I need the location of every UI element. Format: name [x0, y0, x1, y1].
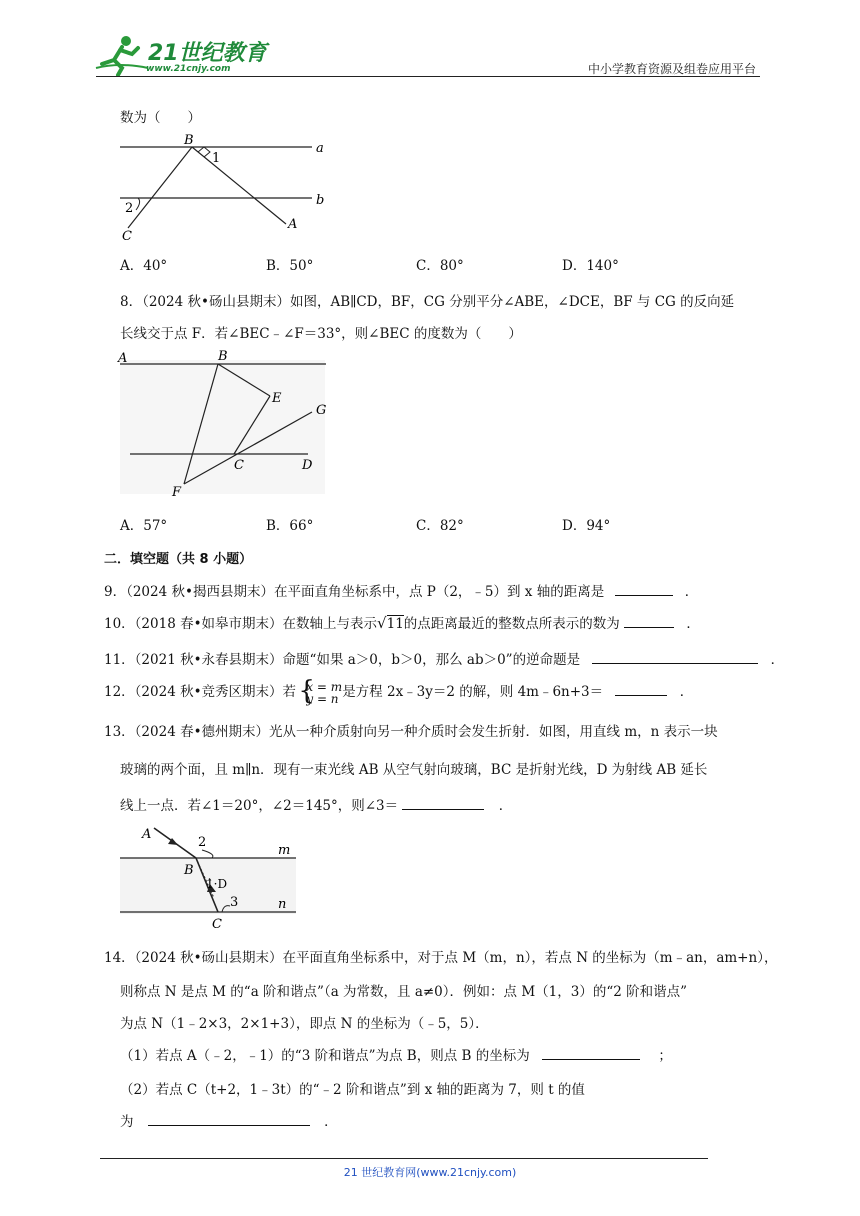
q8-line1: 8．（2024 秋•砀山县期末）如图，AB∥CD，BF，CG 分别平分∠ABE，∠DCE，BF 与 CG 的反向延	[120, 294, 735, 310]
q8-label-A: A	[118, 351, 128, 366]
q7-tail-text: 数为（ ）	[120, 110, 201, 126]
q9-text: 9．（2024 秋•揭西县期末）在平面直角坐标系中，点 P（2，﹣5）到 x 轴的距离是	[104, 584, 605, 600]
q13-answer-blank[interactable]	[402, 795, 484, 810]
q8-label-E: E	[272, 391, 282, 406]
q9-end: ．	[684, 584, 699, 600]
q8-label-B: B	[218, 349, 228, 364]
footer-site-text[interactable]: 21 世纪教育网(www.21cnjy.com)	[343, 1166, 517, 1179]
q13-label-A: A	[142, 827, 152, 842]
q7-label-1: 1	[212, 151, 221, 166]
q7-label-2: 2	[125, 201, 134, 216]
q8-figure	[112, 344, 342, 504]
q7-label-a: a	[316, 141, 324, 156]
q7-figure	[112, 128, 342, 243]
q10-pre: 10．（2018 春•如皋市期末）在数轴上与表示	[104, 616, 378, 632]
q10: 10．（2018 春•如皋市期末）在数轴上与表示√11的点距离最近的整数点所表示的数为 ．	[104, 614, 700, 632]
q10-post: 的点距离最近的整数点所表示的数为	[403, 616, 620, 632]
q13-figure	[112, 816, 302, 934]
q8-label-D: D	[302, 458, 313, 473]
q11-end: ．	[770, 652, 785, 668]
q8-option-a: A．57°	[120, 518, 168, 534]
q8-line2: 长线交于点 F．若∠BEC﹣∠F＝33°，则∠BEC 的度数为（ ）	[120, 326, 522, 342]
q12-answer-blank[interactable]	[615, 681, 667, 696]
footer-divider	[100, 1158, 708, 1159]
q7-option-b: B．50°	[266, 258, 314, 274]
q14-line1: 14．（2024 秋•砀山县期末）在平面直角坐标系中，对于点 M（m，n），若点 N 的坐标为（m﹣an，am+n），	[104, 950, 778, 966]
q7-option-a: A．40°	[120, 258, 168, 274]
q13-label-n: n	[278, 897, 287, 912]
q14-line2: 则称点 N 是点 M 的“a 阶和谐点”（a 为常数，且 a≠0）．例如：点 M（1，3）的“2 阶和谐点”	[120, 984, 687, 1000]
q14-sub2-answer-blank[interactable]	[148, 1111, 310, 1126]
q8-label-C: C	[234, 458, 244, 473]
q7-label-b: b	[316, 193, 325, 208]
q14-line3: 为点 N（1﹣2×3，2×1+3），即点 N 的坐标为（﹣5，5）．	[120, 1016, 489, 1032]
q14-sub1: （1）若点 A（﹣2，﹣1）的“3 阶和谐点”为点 B，则点 B 的坐标为 ；	[120, 1044, 672, 1064]
q12-end: ．	[679, 684, 694, 700]
q14-sub2: （2）若点 C（t+2，1﹣3t）的“﹣2 阶和谐点”到 x 轴的距离为 7，则 t 的值	[120, 1082, 585, 1098]
q14-sub1-answer-blank[interactable]	[542, 1045, 640, 1060]
section-fill-in-title: 二．填空题（共 8 小题）	[104, 552, 253, 567]
q7-label-A: A	[288, 217, 298, 232]
q10-sqrt: 11	[386, 616, 404, 632]
q13-line3: 线上一点．若∠1＝20°，∠2＝145°，则∠3＝ ．	[120, 794, 512, 814]
logo-title: 21世纪教育	[148, 41, 267, 66]
q13-label-1D: 1̀·D	[206, 877, 228, 891]
q7-label-B: B	[184, 133, 194, 148]
q13-label-B: B	[184, 863, 194, 878]
q12-equation-system: { x = m y = n	[300, 681, 342, 705]
q12-post: 是方程 2x﹣3y＝2 的解，则 4m﹣6n+3＝	[342, 684, 604, 700]
q8-option-b: B．66°	[266, 518, 314, 534]
logo-url: www.21cnjy.com	[146, 64, 231, 74]
q11-answer-blank[interactable]	[592, 649, 758, 664]
q7-option-c: C．80°	[416, 258, 464, 274]
q12-pre: 12．（2024 秋•竞秀区期末）若	[104, 684, 297, 700]
header-divider	[96, 76, 760, 77]
q9-answer-blank[interactable]	[615, 581, 673, 596]
q11	[104, 648, 784, 668]
q13-label-C: C	[212, 917, 222, 932]
q7-option-d: D．140°	[562, 258, 619, 274]
q13-line2: 玻璃的两个面，且 m∥n．现有一束光线 AB 从空气射向玻璃，BC 是折射光线，D 为射线 AB 延长	[120, 762, 708, 778]
q7-label-C: C	[122, 229, 132, 243]
q11-text: 11．（2021 秋•永春县期末）命题“如果 a＞0，b＞0，那么 ab＞0”的逆命题是	[104, 652, 581, 668]
q14-sub2-line2: 为 ．	[120, 1110, 338, 1130]
q9	[104, 580, 698, 600]
q13-label-m: m	[278, 843, 291, 858]
q10-end: ．	[686, 616, 700, 632]
header-platform-text: 中小学教育资源及组卷应用平台	[587, 62, 756, 76]
runner-logo-icon	[92, 34, 152, 76]
q12	[104, 680, 693, 705]
q8-option-c: C．82°	[416, 518, 464, 534]
q13-label-3: 3	[230, 895, 239, 910]
q8-label-G: G	[316, 403, 327, 418]
q13-line1: 13．（2024 春•德州期末）光从一种介质射向另一种介质时会发生折射．如图，用直线 m，n 表示一块	[104, 724, 718, 740]
q8-option-d: D．94°	[562, 518, 611, 534]
q10-answer-blank[interactable]	[624, 613, 674, 628]
q8-label-F: F	[172, 485, 182, 500]
q13-label-2: 2	[198, 835, 207, 850]
